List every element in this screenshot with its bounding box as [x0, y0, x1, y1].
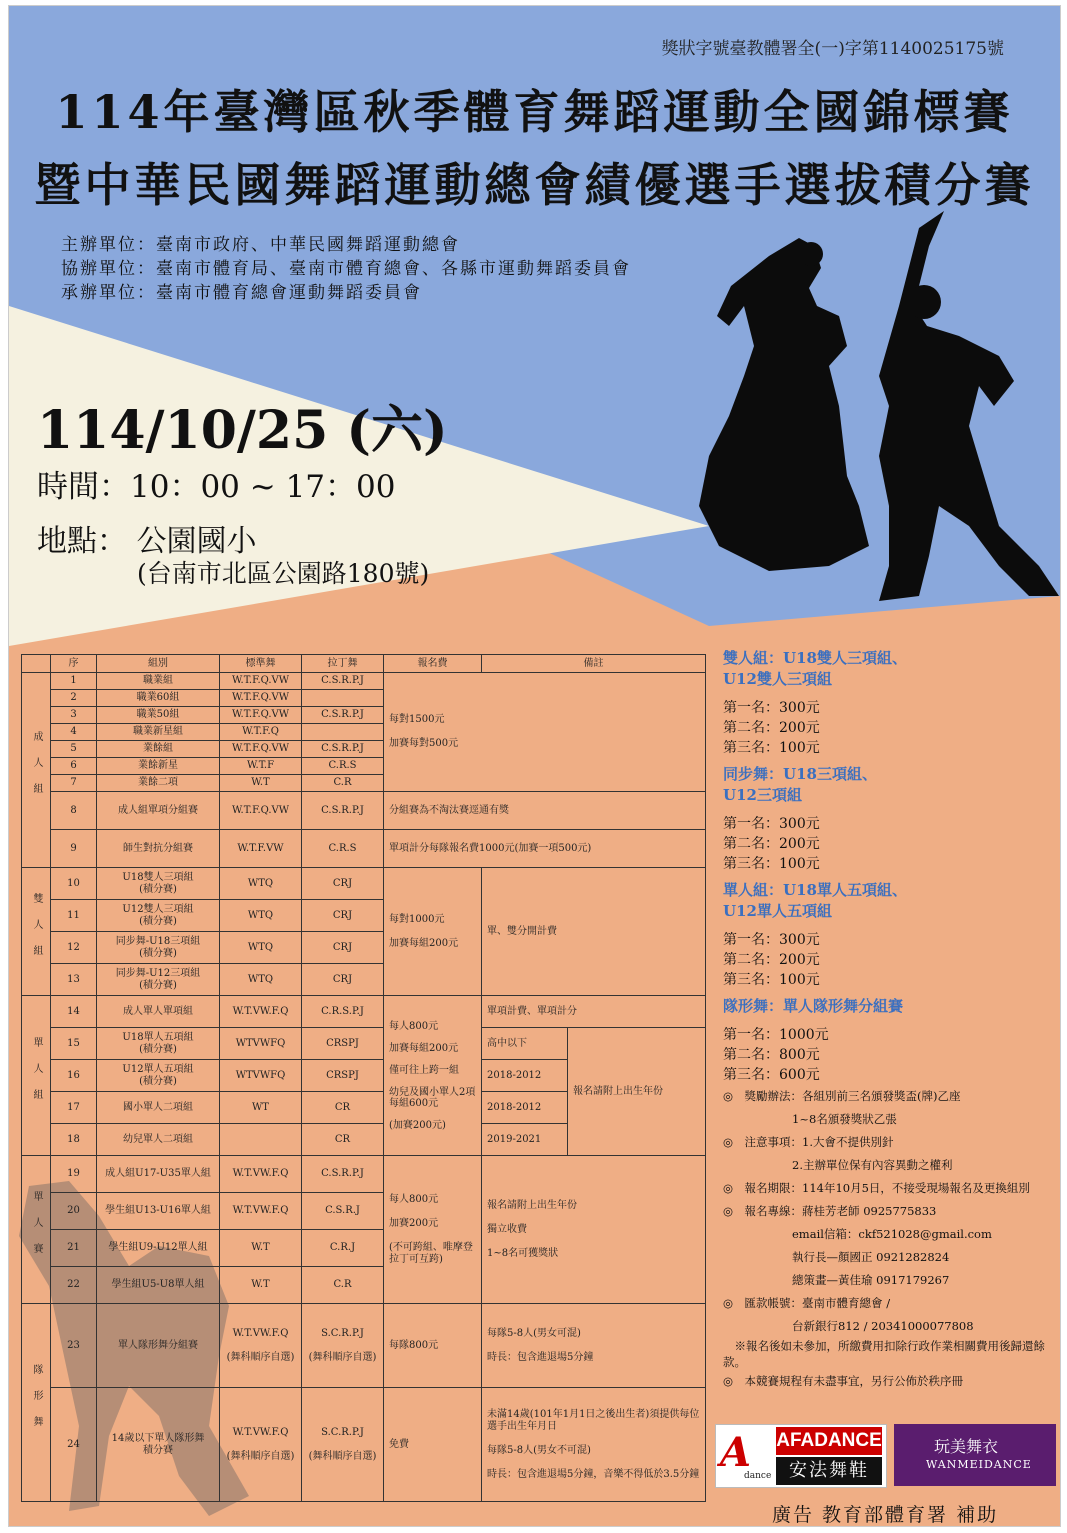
- table-row: 12 同步舞-U18三項組 (積分賽) WTQ CRJ: [22, 932, 706, 964]
- prize-line: 第一名：300元: [723, 700, 820, 716]
- table-row: 單人組 14 成人單人單項組 W.T.VW.F.Q C.R.S.P.J 每人800元 加賽每組200元 僅可往上跨一組 幼兒及國小單人2項每組600元 (加賽200元) 單項計費、單項計分: [22, 996, 706, 1028]
- prize-line: 第一名：1000元: [723, 1027, 829, 1043]
- table-header: 序 組別 標準舞 拉丁舞 報名費 備註: [22, 655, 706, 673]
- prize-line: 第三名：100元: [723, 972, 820, 988]
- group-label: 單人賽: [22, 1156, 51, 1304]
- prize-line: 第三名：600元: [723, 1067, 820, 1083]
- info-line: 執行長—顏國正 0921282824: [723, 1250, 950, 1264]
- info-line: 台新銀行812 / 20341000077808: [723, 1319, 974, 1333]
- table-row: 成人組 1 職業組 W.T.F.Q.VW C.S.R.P.J 每對1500元 加賽每對500元: [22, 673, 706, 690]
- permit-number: 獎狀字號臺教體署全(一)字第1140025175號: [661, 39, 1004, 59]
- group-label: 成人組: [22, 673, 51, 868]
- group-label: 單人組: [22, 996, 51, 1156]
- organizer: 主辦單位：臺南市政府、中華民國舞蹈運動總會: [61, 235, 460, 255]
- prize-heading: 單人組：U18單人五項組、 U12單人五項組: [723, 881, 907, 920]
- email-link[interactable]: email信箱：ckf521028@gmail.com: [723, 1227, 992, 1241]
- afadance-logo: A dance AFADANCE 安法舞鞋: [715, 1424, 887, 1488]
- info-line: 1~8名頒發獎狀乙張: [723, 1112, 897, 1126]
- table-row: 16 U12單人五項組 (積分賽) WTVWFQ CRSPJ 2018-2012: [22, 1060, 706, 1092]
- info-line: ◎ 獎勵辦法：各組別前三名頒發獎盃(牌)乙座: [723, 1089, 961, 1103]
- subtitle: 暨中華民國舞蹈運動總會績優選手選拔積分賽: [34, 158, 1035, 212]
- table-row: 21 學生組U9-U12單人組 W.T C.R.J: [22, 1230, 706, 1267]
- table-row: 5 業餘組 W.T.F.Q.VW C.S.R.P.J: [22, 741, 706, 758]
- table-row: 11 U12雙人三項組 (積分賽) WTQ CRJ: [22, 900, 706, 932]
- table-row: 20 學生組U13-U16單人組 W.T.VW.F.Q C.S.R.J: [22, 1193, 706, 1230]
- table-row: 6 業餘新星 W.T.F C.R.S: [22, 758, 706, 775]
- table-row: 3 職業50組 W.T.F.Q.VW C.S.R.P.J: [22, 707, 706, 724]
- info-line: ◎ 本競賽規程有未盡事宜，另行公佈於秩序冊: [723, 1374, 964, 1388]
- executor: 承辦單位：臺南市體育總會運動舞蹈委員會: [61, 283, 422, 303]
- table-row: 9 師生對抗分組賽 W.T.F.VW C.R.S 單項計分每隊報名費1000元(加賽一項500元): [22, 830, 706, 868]
- table-row: 單人賽 19 成人組U17-U35單人組 W.T.VW.F.Q C.S.R.P.J 每人800元 加賽200元 (不可跨組、唯摩登拉丁可互跨) 報名請附上出生年份 獨立收費 1~8名可獲獎狀: [22, 1156, 706, 1193]
- event-time: 時間：10：00 ~ 17：00: [37, 469, 396, 505]
- prize-line: 第三名：100元: [723, 740, 820, 756]
- info-line: ◎ 報名專線：蔣桂芳老師 0925775833: [723, 1204, 937, 1218]
- afadance-mark: A: [720, 1429, 752, 1476]
- info-line: ◎ 注意事項：1.大會不提供別針: [723, 1135, 894, 1149]
- event-date: 114/10/25 (六): [37, 400, 448, 461]
- table-row: 15 U18單人五項組 (積分賽) WTVWFQ CRSPJ 高中以下 報名請附上出生年份: [22, 1028, 706, 1060]
- wanmeidance-logo: 玩美舞衣 WANMEIDANCE: [894, 1424, 1056, 1486]
- table-row: 17 國小單人二項組 WT CR 2018-2012: [22, 1092, 706, 1124]
- event-address: (台南市北區公園路180號): [137, 559, 430, 588]
- prize-line: 第二名：200元: [723, 836, 820, 852]
- prize-heading: 雙人組：U18雙人三項組、 U12雙人三項組: [723, 649, 907, 688]
- table-row: 24 14歲以下單人隊形舞 積分賽 W.T.VW.F.Q (舞科順序自選) S.C.R.P.J (舞科順序自選) 免費 未滿14歲(101年1月1日之後出生者)須提供每位選手出生年月日 每隊5-8人(男女不可混) 時長：包含進退場5分鐘，音樂不得低於3.5分鐘: [22, 1388, 706, 1502]
- schedule-table: [21, 654, 706, 1502]
- group-label: 雙人組: [22, 868, 51, 996]
- table-row: 18 幼兒單人二項組 CR 2019-2021: [22, 1124, 706, 1156]
- prize-heading: 隊形舞：單人隊形舞分組賽: [723, 997, 904, 1015]
- info-line: 總策畫—黃佳瑜 0917179267: [723, 1273, 950, 1287]
- prize-line: 第二名：200元: [723, 720, 820, 736]
- table-row: 隊形舞 23 單人隊形舞分組賽 W.T.VW.F.Q (舞科順序自選) S.C.R.P.J (舞科順序自選) 每隊800元 每隊5-8人(男女可混) 時長：包含進退場5分鐘: [22, 1304, 706, 1388]
- table-row: 雙人組 10 U18雙人三項組 (積分賽) WTQ CRJ 每對1000元 加賽每組200元 單、雙分開計費: [22, 868, 706, 900]
- table-row: 22 學生組U5-U8單人組 W.T C.R: [22, 1267, 706, 1304]
- table-row: 8 成人組單項分組賽 W.T.F.Q.VW C.S.R.P.J 分組賽為不淘汰賽逕通有獎: [22, 792, 706, 830]
- table-row: 7 業餘二項 W.T C.R: [22, 775, 706, 792]
- table-row: 13 同步舞-U12三項組 (積分賽) WTQ CRJ: [22, 964, 706, 996]
- table-row: 2 職業60組 W.T.F.Q.VW: [22, 690, 706, 707]
- main-title: 114年臺灣區秋季體育舞蹈運動全國錦標賽: [55, 85, 1014, 139]
- prize-line: 第二名：200元: [723, 952, 820, 968]
- info-line: ※報名後如未參加，所繳費用扣除行政作業相關費用後歸還餘款。: [723, 1339, 1045, 1369]
- prize-line: 第三名：100元: [723, 856, 820, 872]
- prize-line: 第一名：300元: [723, 816, 820, 832]
- table-row: 4 職業新星組 W.T.F.Q: [22, 724, 706, 741]
- event-place: 地點： 公園國小: [37, 524, 257, 559]
- group-label: 隊形舞: [22, 1304, 51, 1502]
- co-organizer: 協辦單位：臺南市體育局、臺南市體育總會、各縣市運動舞蹈委員會: [61, 259, 631, 279]
- poster: [8, 5, 1061, 1527]
- prize-line: 第一名：300元: [723, 932, 820, 948]
- prize-heading: 同步舞：U18三項組、 U12三項組: [723, 765, 877, 804]
- info-line: ◎ 報名期限：114年10月5日，不接受現場報名及更換組別: [723, 1181, 1030, 1195]
- prize-panel: [723, 642, 1058, 1393]
- footer-sponsor: 廣告 教育部體育署 補助: [772, 1504, 999, 1526]
- info-line: ◎ 匯款帳號：臺南市體育總會 /: [723, 1296, 891, 1310]
- info-line: 2.主辦單位保有內容異動之權利: [723, 1158, 953, 1172]
- prize-line: 第二名：800元: [723, 1047, 820, 1063]
